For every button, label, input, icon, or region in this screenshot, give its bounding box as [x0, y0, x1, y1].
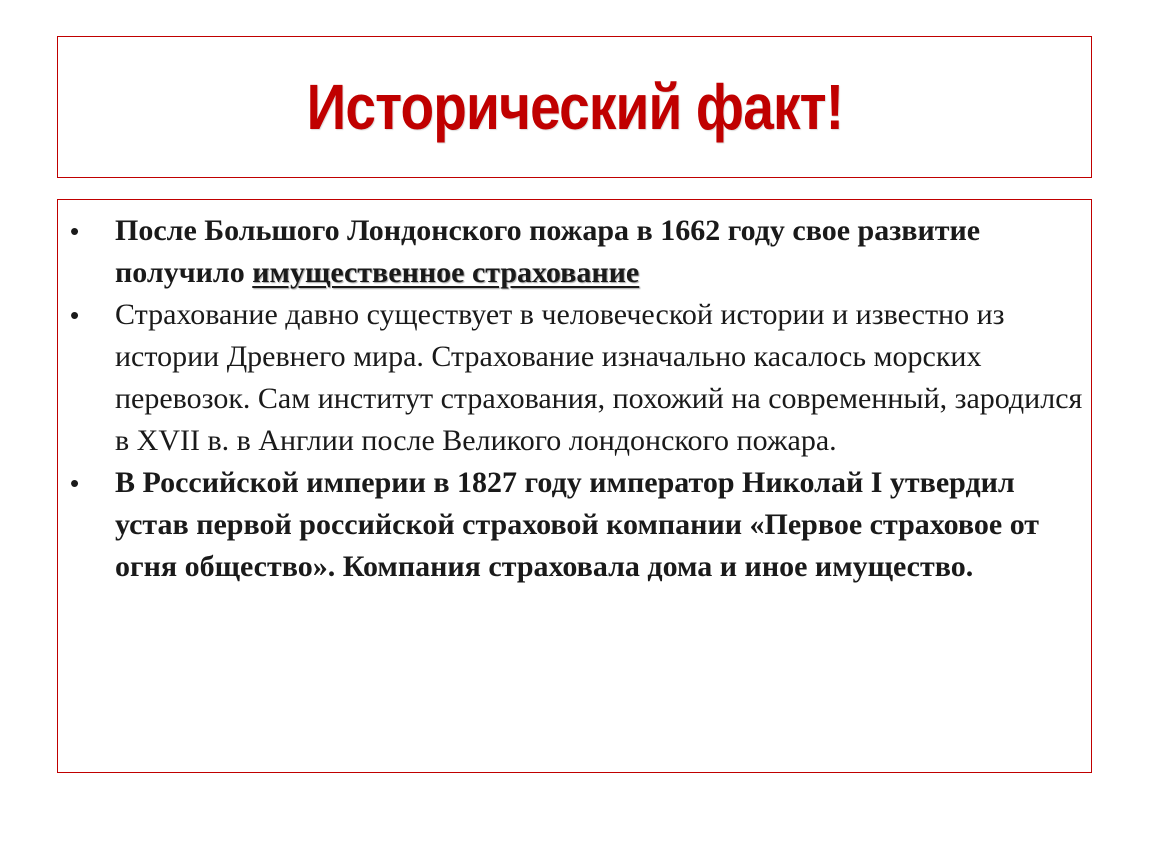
- slide-title: Исторический факт!: [306, 71, 843, 143]
- content-box: [57, 199, 1092, 773]
- bullet-text: Страхование давно существует в человеческой истории и известно из истории Древнего мира. Страхование изначально касалось морских перевозок. Сам институт страхования, похожий на современный, зародился в XVII в. в Англии после Великого лондонского пожара.: [115, 298, 1083, 457]
- property-insurance-term: имущественное страхование: [252, 256, 640, 289]
- bullet-item-history: [70, 294, 1085, 462]
- title-box: [57, 36, 1092, 178]
- bullet-marker: •: [70, 216, 80, 246]
- bullet-list: [70, 210, 1085, 588]
- bullet-item-russia: [70, 462, 1085, 588]
- bullet-text: После Большого Лондонского пожара в 1662 году свое развитие получило: [115, 214, 981, 289]
- bullet-text: В Российской империи в 1827 году император Николай I утвердил устав первой российской страховой компании «Первое страховое от огня общество». Компания страховала дома и иное имущество.: [115, 466, 1040, 583]
- bullet-marker: •: [70, 300, 80, 330]
- bullet-marker: •: [70, 468, 80, 498]
- bullet-item-fire: [70, 210, 1085, 294]
